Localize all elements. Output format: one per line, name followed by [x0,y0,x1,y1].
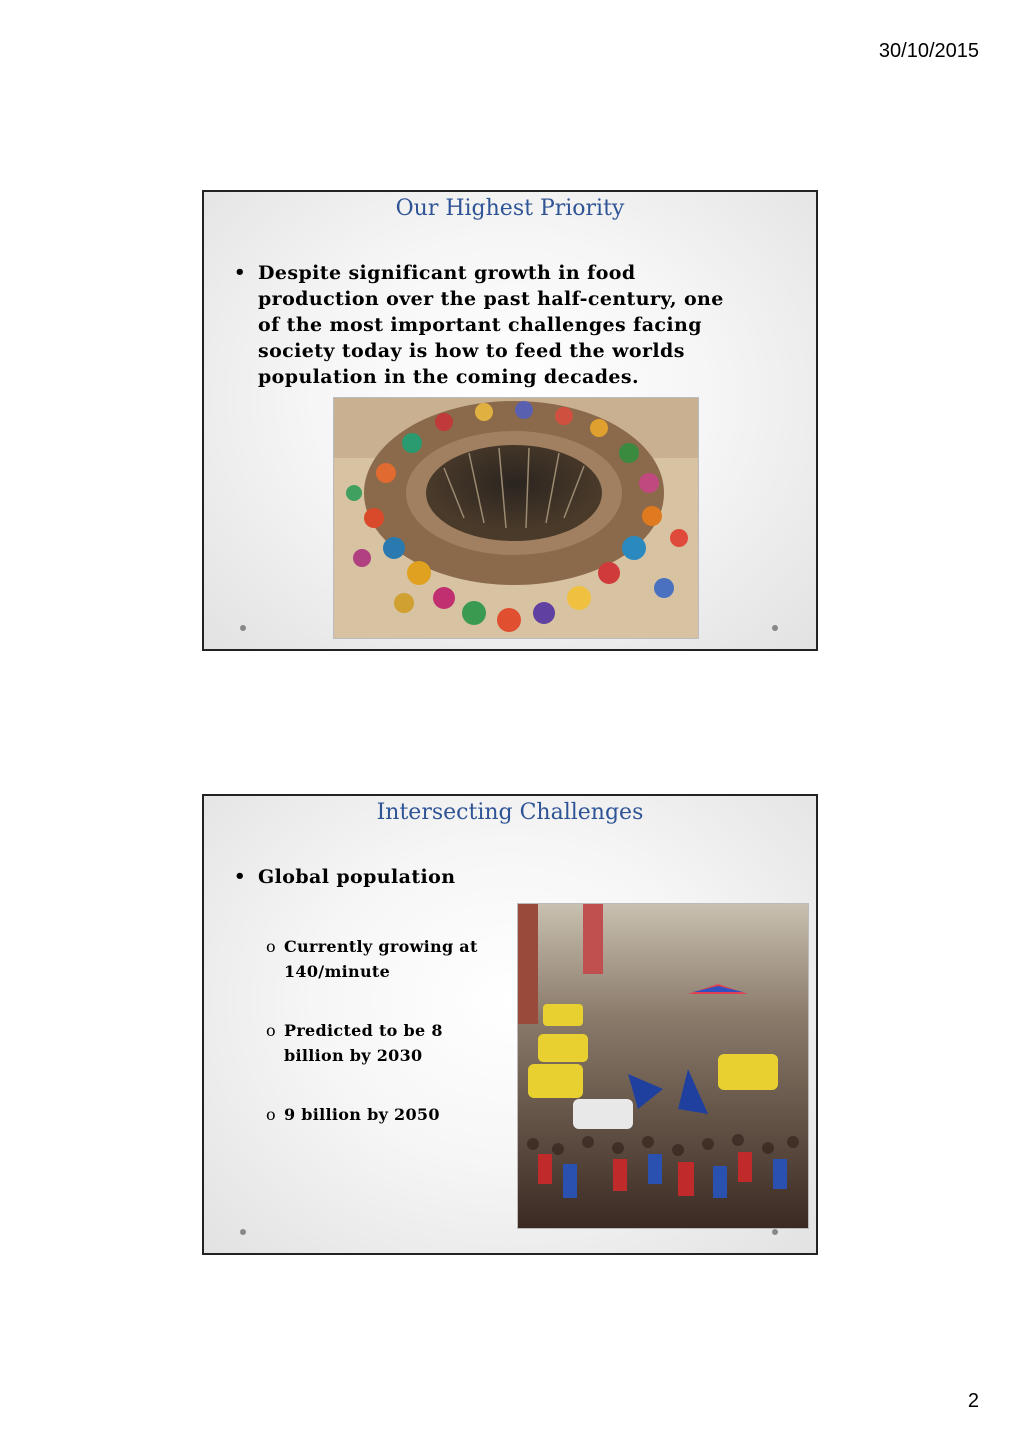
sub-bullet-text: Predicted to be 8 billion by 2030 [284,1021,443,1065]
bullet-point [234,864,514,890]
slide-title: Intersecting Challenges [376,800,644,825]
sub-bullet-text: Currently growing at 140/minute [284,937,478,981]
sub-bullet-marker-icon: o [266,937,276,956]
sub-bullet-list [266,934,506,1161]
decorative-dot [240,1229,246,1235]
page-number: 2 [967,1390,979,1412]
sub-bullet-text: 9 billion by 2050 [284,1105,440,1124]
slide-intersecting-challenges [202,794,818,1255]
slide-title: Our Highest Priority [395,196,625,221]
page-date: 30/10/2015 [878,40,979,62]
decorative-dot [772,1229,778,1235]
sub-bullet [266,1102,506,1127]
crowd-around-well-photo [333,397,699,639]
sub-bullet-marker-icon: o [266,1105,276,1124]
bullet-point [234,260,724,390]
bullet-dot-icon: • [234,866,246,887]
sub-bullet-marker-icon: o [266,1021,276,1040]
crowded-street-photo [517,903,809,1229]
sub-bullet [266,1018,506,1068]
bullet-text: Global population [258,866,456,888]
decorative-dot [240,625,246,631]
decorative-dot [772,625,778,631]
bullet-text: Despite significant growth in food production over the past half-century, one of the most important challenges facing society today is how to feed the worlds population in the coming decades. [258,262,724,388]
slide-our-highest-priority [202,190,818,651]
sub-bullet [266,934,506,984]
bullet-dot-icon: • [234,262,246,283]
